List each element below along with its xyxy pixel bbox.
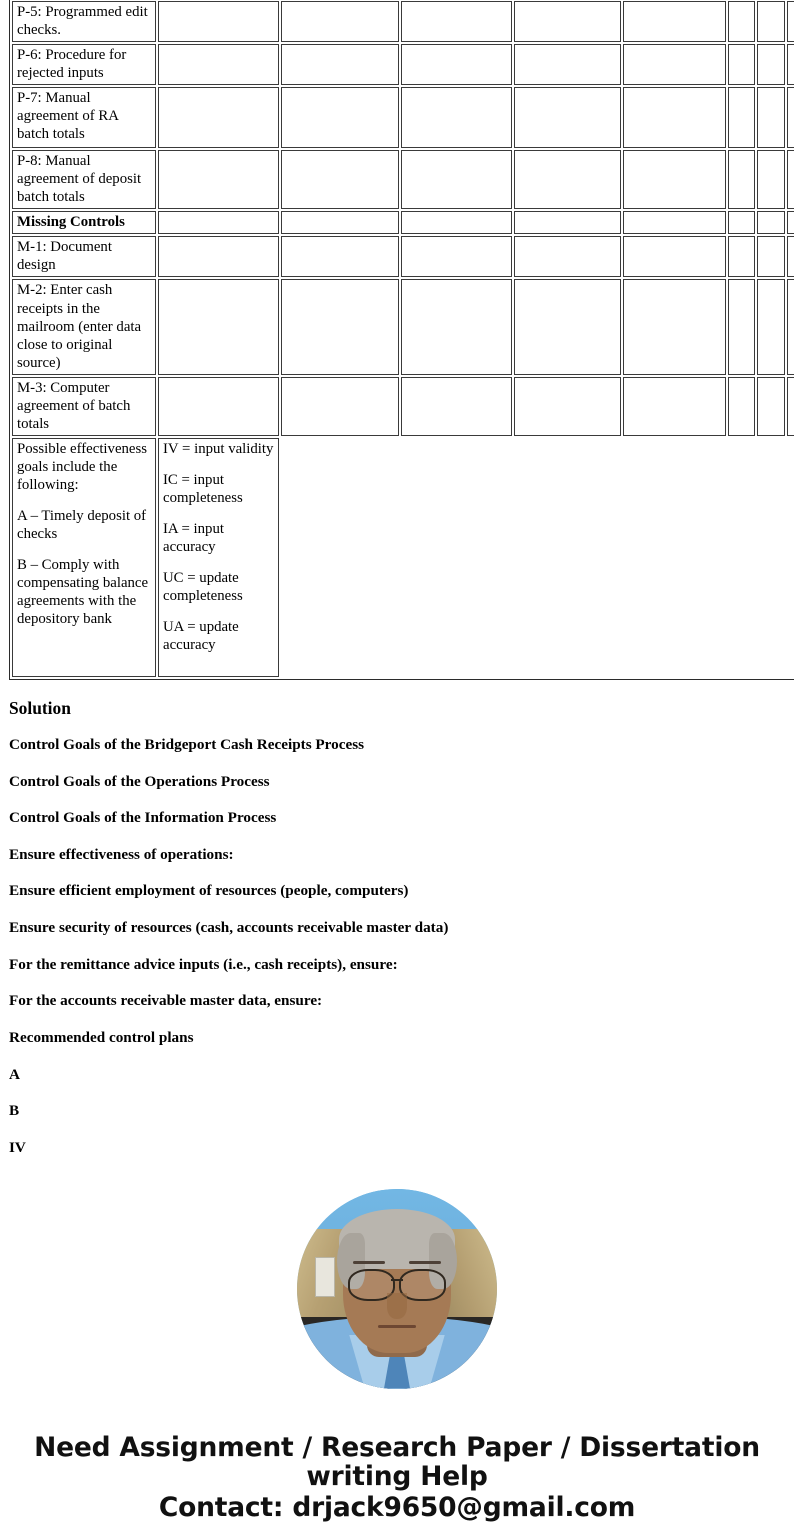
matrix-cell[interactable] xyxy=(158,44,279,85)
control-plan-label: M-1: Document design xyxy=(12,236,156,277)
matrix-cell[interactable] xyxy=(401,87,512,148)
matrix-cell[interactable] xyxy=(281,1,399,42)
matrix-cell[interactable] xyxy=(728,236,755,277)
contact-cta xyxy=(0,1433,794,1523)
missing-controls-header: Missing Controls xyxy=(12,211,156,234)
code-ic: IC = input completeness xyxy=(163,471,243,506)
solution-line: A xyxy=(9,1065,20,1083)
matrix-cell[interactable] xyxy=(281,87,399,148)
matrix-cell[interactable] xyxy=(623,377,726,436)
goal-a-text: A – Timely deposit of checks xyxy=(17,507,147,543)
table-row xyxy=(12,44,794,85)
matrix-cell[interactable] xyxy=(158,87,279,148)
matrix-cell[interactable] xyxy=(401,211,512,234)
matrix-cell[interactable] xyxy=(514,236,621,277)
matrix-cell[interactable] xyxy=(757,44,785,85)
matrix-cell[interactable] xyxy=(514,279,621,374)
matrix-cell[interactable] xyxy=(158,150,279,209)
solution-line: Control Goals of the Bridgeport Cash Receipts Process xyxy=(9,735,365,753)
table-row-section-header xyxy=(12,211,794,234)
control-plan-label: M-3: Computer agreement of batch totals xyxy=(12,377,156,436)
matrix-cell[interactable] xyxy=(757,150,785,209)
matrix-cell[interactable] xyxy=(728,44,755,85)
matrix-cell[interactable] xyxy=(623,44,726,85)
photo-eyebrow-right xyxy=(409,1261,441,1264)
photo-glasses-bridge xyxy=(391,1279,403,1281)
photo-nose xyxy=(387,1293,407,1319)
matrix-cell[interactable] xyxy=(281,236,399,277)
matrix-cell[interactable] xyxy=(787,377,794,436)
photo-eyebrow-left xyxy=(353,1261,385,1264)
matrix-cell[interactable] xyxy=(787,150,794,209)
matrix-cell[interactable] xyxy=(757,377,785,436)
code-iv: IV = input validity xyxy=(163,440,274,457)
code-ia: IA = input accuracy xyxy=(163,520,224,556)
photo-mouth xyxy=(378,1325,416,1329)
goals-intro-text: Possible effectiveness goals include the following: xyxy=(17,440,147,493)
control-plan-label: M-2: Enter cash receipts in the mailroom (enter data close to original source) xyxy=(12,279,156,374)
matrix-cell[interactable] xyxy=(281,377,399,436)
solution-section xyxy=(0,680,794,1157)
solution-line: Control Goals of the Operations Process xyxy=(9,772,270,790)
matrix-cell[interactable] xyxy=(514,211,621,234)
solution-line: Recommended control plans xyxy=(9,1029,194,1047)
matrix-cell[interactable] xyxy=(401,44,512,85)
matrix-cell[interactable] xyxy=(281,150,399,209)
matrix-cell[interactable] xyxy=(401,236,512,277)
code-uc: UC = update completeness xyxy=(163,570,243,605)
solution-line: Ensure efficient employment of resources (people, computers) xyxy=(9,882,409,900)
matrix-cell[interactable] xyxy=(158,279,279,374)
table-row-legend xyxy=(12,438,794,677)
matrix-cell[interactable] xyxy=(401,377,512,436)
matrix-cell[interactable] xyxy=(281,279,399,374)
control-goal-codes-cell xyxy=(158,438,279,677)
portrait-container xyxy=(0,1189,794,1389)
matrix-cell[interactable] xyxy=(623,87,726,148)
matrix-cell[interactable] xyxy=(514,87,621,148)
legend-empty-cell xyxy=(281,438,794,677)
matrix-cell[interactable] xyxy=(728,150,755,209)
matrix-cell[interactable] xyxy=(757,279,785,374)
matrix-cell[interactable] xyxy=(514,377,621,436)
matrix-cell[interactable] xyxy=(757,1,785,42)
matrix-cell[interactable] xyxy=(787,279,794,374)
matrix-cell[interactable] xyxy=(757,236,785,277)
matrix-cell[interactable] xyxy=(623,150,726,209)
matrix-cell[interactable] xyxy=(728,279,755,374)
matrix-cell[interactable] xyxy=(514,1,621,42)
control-plan-label: P-6: Procedure for rejected inputs xyxy=(12,44,156,85)
matrix-cell[interactable] xyxy=(401,150,512,209)
matrix-cell[interactable] xyxy=(158,377,279,436)
matrix-cell[interactable] xyxy=(514,150,621,209)
solution-line: For the accounts receivable master data, ensure: xyxy=(9,992,323,1010)
table-row xyxy=(12,1,794,42)
matrix-cell[interactable] xyxy=(787,1,794,42)
cta-contact-email[interactable]: Contact: drjack9650@gmail.com xyxy=(158,1492,636,1523)
control-matrix-section xyxy=(0,0,794,680)
table-row xyxy=(12,236,794,277)
matrix-cell[interactable] xyxy=(787,211,794,234)
matrix-cell[interactable] xyxy=(158,211,279,234)
matrix-cell[interactable] xyxy=(623,279,726,374)
matrix-cell[interactable] xyxy=(787,87,794,148)
solution-line: Ensure effectiveness of operations: xyxy=(9,845,234,863)
matrix-cell[interactable] xyxy=(281,44,399,85)
goal-b-text: B – Comply with compensating balance agreements with the depository bank xyxy=(17,557,149,628)
control-plan-label: P-5: Programmed edit checks. xyxy=(12,1,156,42)
matrix-cell[interactable] xyxy=(514,44,621,85)
matrix-cell[interactable] xyxy=(757,211,785,234)
effectiveness-goals-cell xyxy=(12,438,156,677)
matrix-cell[interactable] xyxy=(728,211,755,234)
solution-heading: Solution xyxy=(9,697,71,718)
avatar xyxy=(297,1189,497,1389)
table-row xyxy=(12,279,794,374)
matrix-cell[interactable] xyxy=(158,236,279,277)
matrix-cell[interactable] xyxy=(623,211,726,234)
matrix-cell[interactable] xyxy=(728,87,755,148)
solution-line: For the remittance advice inputs (i.e., cash receipts), ensure: xyxy=(9,955,398,973)
solution-line: IV xyxy=(9,1139,26,1157)
solution-line: B xyxy=(9,1102,20,1120)
matrix-cell[interactable] xyxy=(787,236,794,277)
solution-line: Control Goals of the Information Process xyxy=(9,809,277,827)
photo-background-switch xyxy=(315,1257,335,1297)
matrix-cell[interactable] xyxy=(787,44,794,85)
matrix-cell[interactable] xyxy=(401,279,512,374)
solution-line: Ensure security of resources (cash, accounts receivable master data) xyxy=(9,919,449,937)
matrix-cell[interactable] xyxy=(158,1,279,42)
matrix-cell[interactable] xyxy=(623,236,726,277)
table-row xyxy=(12,150,794,209)
matrix-cell[interactable] xyxy=(281,211,399,234)
matrix-cell[interactable] xyxy=(728,377,755,436)
table-row xyxy=(12,377,794,436)
matrix-cell[interactable] xyxy=(728,1,755,42)
control-plan-label: P-7: Manual agreement of RA batch totals xyxy=(12,87,156,148)
matrix-cell[interactable] xyxy=(757,87,785,148)
cta-headline: Need Assignment / Research Paper / Dissertation writing Help xyxy=(34,1431,760,1493)
matrix-cell[interactable] xyxy=(401,1,512,42)
table-row xyxy=(12,87,794,148)
matrix-cell[interactable] xyxy=(623,1,726,42)
control-plan-label: P-8: Manual agreement of deposit batch totals xyxy=(12,150,156,209)
code-ua: UA = update accuracy xyxy=(163,619,239,654)
control-matrix-table xyxy=(9,0,794,680)
